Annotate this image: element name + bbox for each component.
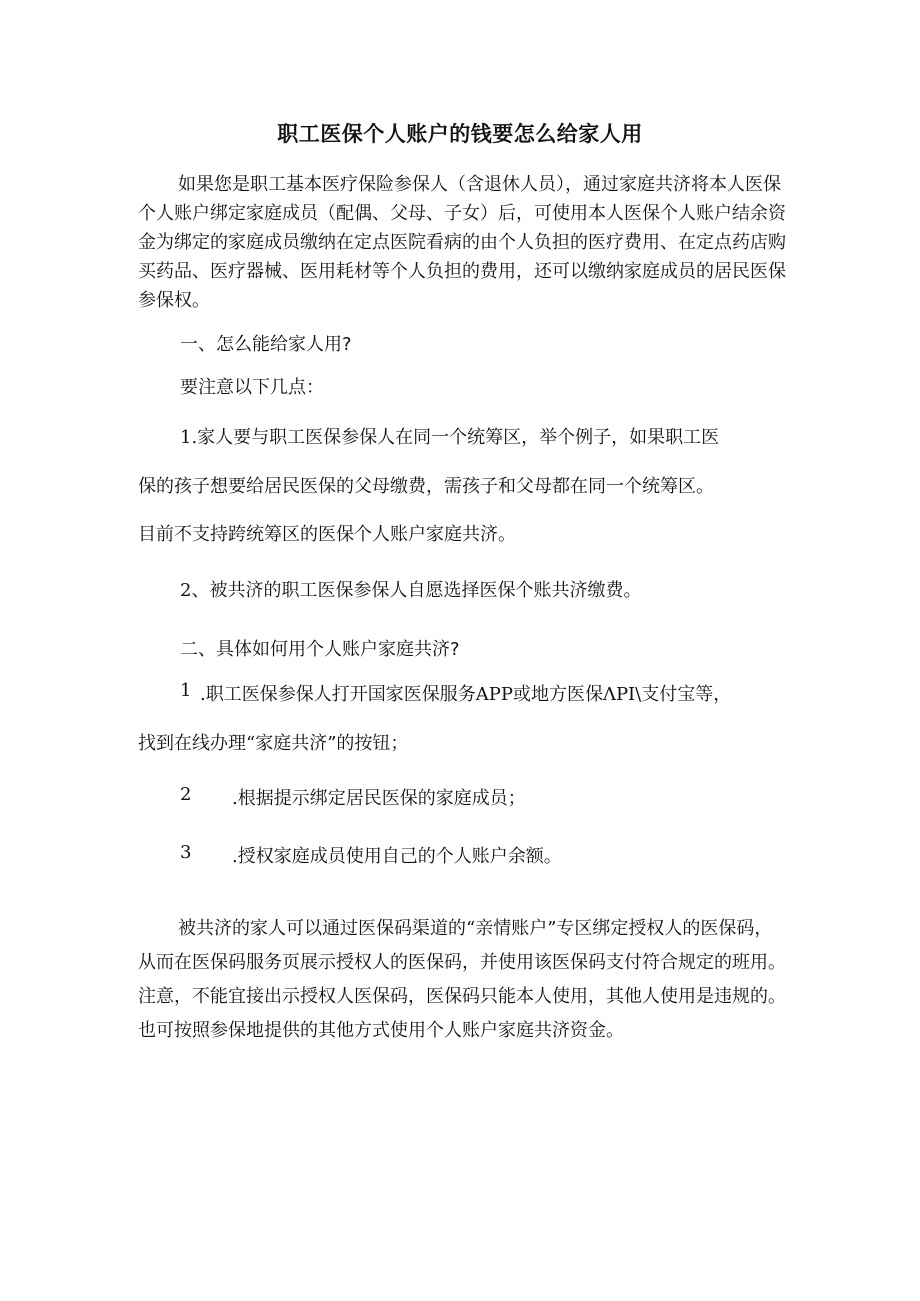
point1-line3: 目前不支持跨统筹区的医保个人账户家庭共济。: [138, 524, 516, 545]
step3-text: .授权家庭成员使用自己的个人账户余额。: [232, 846, 562, 867]
step3-number: 3: [180, 842, 192, 863]
section1-lead: 要注意以下几点：: [180, 377, 324, 398]
point1-line2: 保的孩子想要给居民医保的父母缴费，需孩子和父母都在同一个统筹区。: [138, 476, 714, 497]
closing-paragraph: 被共济的家人可以通过医保码渠道的“亲情账户”专区绑定授权人的医保码，从而在医保码服务页展示授权人的医保码，并使用该医保码支付符合规定的班用。注意，不能宜接出示授权人医保码，医保码只能本人使用，其他人使用是违规的。也可按照参保地提供的其他方式使用个人账户家庭共济资金。: [138, 918, 786, 1041]
section2-heading: 二、具体如何用个人账户家庭共济?: [180, 639, 460, 660]
section1-heading: 一、怎么能给家人用?: [180, 334, 352, 355]
document-title: 职工医保个人账户的钱要怎么给家人用: [277, 122, 643, 146]
step1-line1: .职工医保参保人打开国家医保服务APP或地方医保ΛPI\支付宝等，: [200, 684, 732, 705]
point1-line1: 1.家人要与职工医保参保人在同一个统筹区，举个例子，如果职工医: [180, 427, 720, 448]
step2-text: .根据提示绑定居民医保的家庭成员；: [232, 788, 526, 809]
step2-number: 2: [180, 784, 192, 805]
step1-line2: 找到在线办理“家庭共济”的按钮；: [138, 733, 409, 754]
point2: 2、被共济的职工医保参保人自愿选择医保个账共济缴费。: [180, 580, 642, 601]
step1-number: 1: [180, 680, 192, 701]
intro-paragraph: 如果您是职工基本医疗保险参保人（含退休人员），通过家庭共济将本人医保个人账户绑定家庭成员（配偶、父母、子女）后，可使用本人医保个人账户结余资金为绑定的家庭成员缴纳在定点医院看病的由个人负担的医疗费用、在定点药店购买药品、医疗器械、医用耗材等个人负担的费用，还可以缴纳家庭成员的居民医保参保权。: [138, 174, 786, 311]
